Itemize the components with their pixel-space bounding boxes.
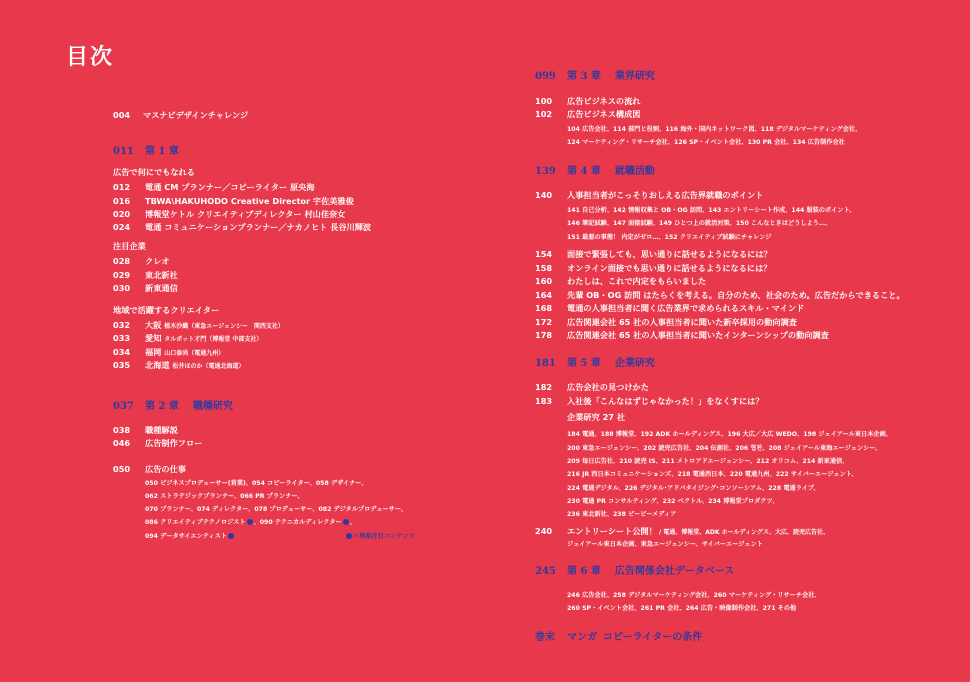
toc-sub-line: 200 東急エージェンシー、202 読売広告社、204 伝創社、206 협찬、208 ジェイアール東海エージェンシー、	[567, 445, 882, 452]
chapter-6-heading[interactable]: 245 第 6 章 広告関係会社データベース	[535, 566, 735, 577]
toc-sub-line: 086 クリエイティブテクノロジスト 、090 テクニカルディレクター 、	[145, 519, 356, 526]
toc-entry[interactable]: 016 TBWA\HAKUHODO Creative Director 宇佐美雅俊	[113, 196, 354, 206]
toc-entry[interactable]: 102 広告ビジネス構成図	[535, 109, 641, 119]
toc-group-label: 地域で活躍するクリエイター	[113, 305, 220, 315]
chapter-3-heading[interactable]: 099 第 3 章 業界研究	[535, 71, 655, 82]
legend: ＝理系注目コンテンツ	[345, 532, 415, 541]
toc-sub-line: 230 電通 PR コンサルティング、232 ベクトル、234 博報堂プロダクツ、	[567, 498, 779, 505]
toc-entry[interactable]: 178 広告関連会社 65 社の人事担当者に聞いたインターンシップの動向調査	[535, 330, 829, 340]
chapter-2-heading[interactable]: 037 第 2 章 職種研究	[113, 401, 233, 412]
toc-entry[interactable]: 020 博報堂ケトル クリエイティブディレクター 村山佳奈女	[113, 209, 346, 219]
toc-sub-line: 260 SP・イベント会社、261 PR 会社、264 広告・映像制作会社、271 その他	[567, 605, 797, 612]
toc-sub-line: 104 広告会社、114 部門と役割、116 海外・国内ネットワーク図、118 デジタルマーケティング会社、	[567, 126, 862, 133]
toc-entry[interactable]: 164 先輩 OB・OG 訪問 はたらくを考える。自分のため、社会のため。広告だからできること。	[535, 290, 905, 300]
toc-entry[interactable]: 024 電通 コミュニケーションプランナー／ナカノヒト 長谷川輝波	[113, 222, 372, 232]
toc-sub-line: 216 JR 西日本コミュニケーションズ、218 電通西日本、220 電通九州、222 サイバーエージェント、	[567, 471, 858, 478]
toc-entry[interactable]: 240 エントリーシート公開！ / 電通、博報堂、ADK ホールディングス、大広、読売広告社、	[535, 526, 830, 536]
toc-sub-line: 224 電通デジタル、226 デジタル･アドバタイジング･コンソーシアム、228 電通ライブ、	[567, 485, 820, 492]
science-marker-icon	[228, 533, 234, 539]
toc-entry[interactable]: 035 北海道 松井ほのか（電通北海道）	[113, 360, 245, 370]
toc-entry[interactable]: 183 入社後「こんなはずじゃなかった！」をなくすには？	[535, 396, 764, 406]
toc-sub-line: 246 広告会社、258 デジタルマーケティング会社、260 マーケティング・リサーチ会社、	[567, 592, 821, 599]
toc-entry[interactable]: 182 広告会社の見つけかた	[535, 382, 649, 392]
toc-entry[interactable]: 154 面接で緊張しても、思い通りに話せるようになるには？	[535, 249, 772, 259]
appendix-heading[interactable]: 巻末 マンガ コピーライターの条件	[535, 632, 703, 643]
toc-sub-line: 146 筆記試験、147 面接試験、149 ひとつ上の就活対策、150 こんなときはどうしよう…、	[567, 220, 832, 227]
toc-sub-line: 062 ストラテジックプランナー、066 PR プランナー、	[145, 493, 304, 500]
toc-entry[interactable]: 028 クレオ	[113, 256, 170, 266]
toc-sub-line: 124 マーケティング・リサーチ会社、126 SP・イベント会社、130 PR 会社、134 広告制作会社	[567, 139, 845, 146]
toc-group-label: 注目企業	[113, 241, 146, 251]
toc-entry[interactable]: 160 わたしは、これで内定をもらいました	[535, 276, 707, 286]
toc-sub-line: 070 プランナー、074 ディレクター、078 プロデューサー、082 デジタルプロデューサー、	[145, 506, 407, 513]
toc-group-label: 企業研究 27 社	[567, 412, 626, 422]
science-marker-icon	[346, 533, 352, 539]
toc-group-label: 広告で何にでもなれる	[113, 167, 195, 177]
toc-entry[interactable]: 140 人事担当者がこっそりおしえる広告界就職のポイント	[535, 190, 764, 200]
toc-sub-line: ジェイアール東日本企画、東急エージェンシー、サイバーエージェント	[567, 541, 763, 548]
chapter-1-heading[interactable]: 011 第 1 章	[113, 146, 179, 157]
toc-entry[interactable]: 033 愛知 タルポット才門（博報堂 中部支社）	[113, 333, 263, 343]
toc-entry[interactable]: 172 広告関連会社 65 社の人事担当者に聞いた新卒採用の動向調査	[535, 317, 797, 327]
toc-entry[interactable]: 046 広告制作フロー	[113, 438, 203, 448]
chapter-4-heading[interactable]: 139 第 4 章 就職活動	[535, 166, 655, 177]
toc-sub-line: 209 毎日広告社、210 読売 IS、211 メトロアドエージェンシー、212 オリコム、214 新東通信、	[567, 458, 849, 465]
toc-sub-line: 184 電通、188 博報堂、192 ADK ホールディングス、196 大広／大広 WEDO、198 ジェイアール東日本企画、	[567, 431, 892, 438]
toc-entry[interactable]: 012 電通 CM プランナー／コピーライター 原央海	[113, 182, 315, 192]
chapter-5-heading[interactable]: 181 第 5 章 企業研究	[535, 358, 655, 369]
toc-entry[interactable]: 029 東北新社	[113, 270, 178, 280]
toc-entry[interactable]: 004 マスナビデザインチャレンジ	[113, 110, 249, 120]
toc-entry[interactable]: 030 新東通信	[113, 283, 178, 293]
toc-sub-line: 050 ビジネスプロデューサー(営業)、054 コピーライター、058 デザイナー、	[145, 480, 368, 487]
toc-entry[interactable]: 038 職種解説	[113, 425, 178, 435]
toc-sub-line: 141 自己分析、142 情報収集と OB・OG 訪問、143 エントリーシート作成、144 服装のポイント、	[567, 207, 856, 214]
toc-sub-line: 151 最悪の事態！ 内定がゼロ…、152 クリエイティブ試験にチャレンジ	[567, 234, 772, 241]
page-title: 目次	[66, 45, 115, 70]
toc-entry[interactable]: 050 広告の仕事	[113, 464, 186, 474]
toc-entry[interactable]: 158 オンライン面接でも思い通りに話せるようになるには？	[535, 263, 772, 273]
toc-entry[interactable]: 168 電通の人事担当者に聞く広告業界で求められるスキル・マインド	[535, 303, 805, 313]
toc-entry[interactable]: 100 広告ビジネスの流れ	[535, 96, 641, 106]
toc-entry[interactable]: 034 福岡 山口泰尚（電通九州）	[113, 347, 225, 357]
toc-sub-line: 236 東北新社、238 ピービーメディア	[567, 511, 677, 518]
science-marker-icon	[247, 519, 253, 525]
science-marker-icon	[343, 519, 349, 525]
toc-entry[interactable]: 032 大阪 植木沙織（東急エージェンシー 関西支社）	[113, 320, 284, 330]
toc-sub-line: 094 データサイエンティスト	[145, 532, 235, 541]
